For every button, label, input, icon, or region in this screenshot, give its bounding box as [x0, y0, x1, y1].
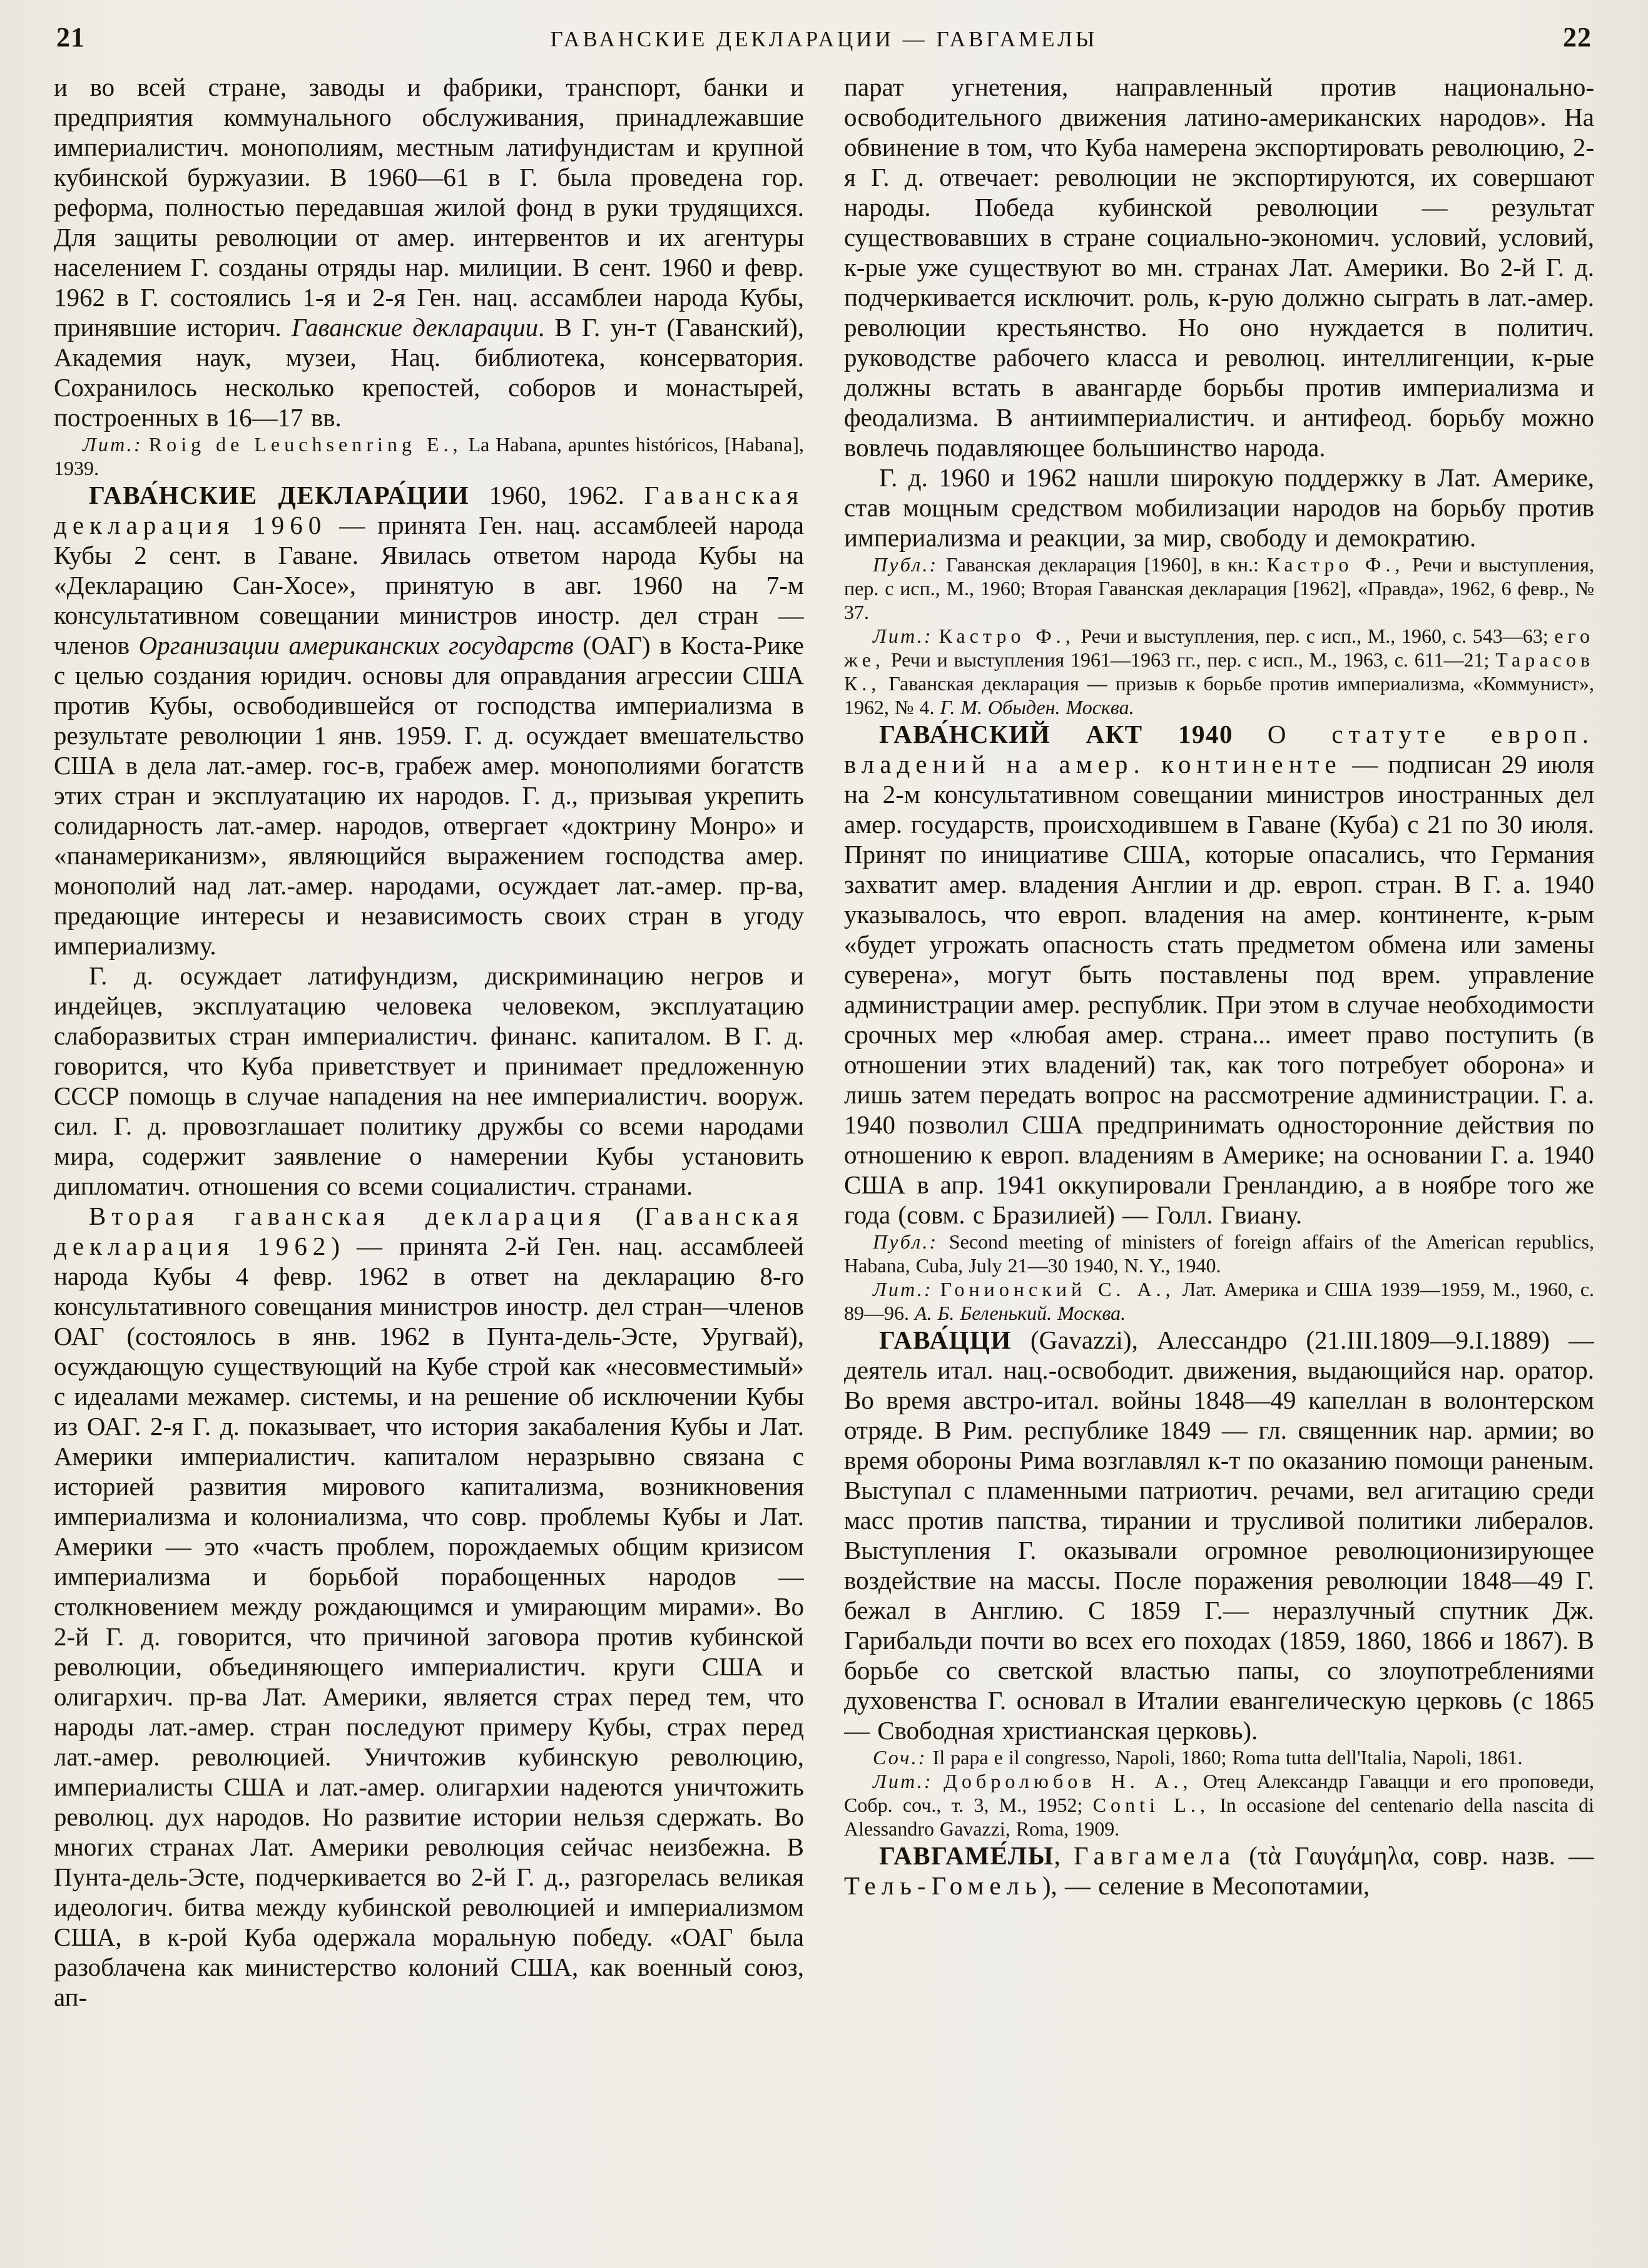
- text-segment: (: [606, 1202, 644, 1230]
- text-segment: и во всей стране, заводы и фабрики, транспорт, банки и предприятия коммунального обслуживания, принадлежавшие империалистич. монополиям, местным латифундистам и крупной кубинской буржуазии. В 1960—61 в Г. была проведена гор. реформа, полностью передавшая жилой фонд в руки трудящихся. Для защиты революции от амер. интервентов и их агентуры населением Г. созданы отряды нар. милиции. В сент. 1960 и февр. 1962 в Г. состоялись 1-я и 2-я Ген. нац. ассамблеи народа Кубы, принявшие историч.: [54, 73, 804, 342]
- paragraph: [54, 72, 804, 432]
- paragraph: [844, 1277, 1594, 1325]
- column-right: [844, 72, 1594, 2219]
- paragraph: [844, 553, 1594, 624]
- text-segment: Гаванские декларации: [291, 313, 539, 342]
- text-segment: его же,: [844, 625, 1594, 671]
- text-segment: Лит.:: [83, 433, 143, 456]
- text-segment: ) — принята 2-й Ген. нац. ассамблеей народа Кубы 4 февр. 1962 в ответ на декларацию 8-го консультативного совещания министров иностр. дел стран—членов ОАГ (состоялось в янв. 1962 в Пунта-дель-Эсте, Уругвай), осуждающую существующий на Кубе строй как «несовместимый» с идеалами межамер. системы, и на решение об исключении Кубы из ОАГ. 2-я Г. д. показывает, что история закабаления Кубы и Лат. Америки империалистич. капиталом неразрывно связана с историей развития мирового капитализма, возникновения империализма и колониализма, что совр. проблемы Кубы и Лат. Америки — это «часть проблем, порождаемых общим кризисом империализма и борьбой порабощенных народов — столкновением между рождающимся и умирающим мирами». Во 2-й Г. д. говорится, что причиной заговора против кубинской революции, объединяющего империалистич. круги США и олигархич. пр-ва Лат. Америки, является страх перед тем, что народы лат.-амер. стран последуют примеру Кубы, страх перед лат.-амер. революцией. Уничтожив кубинскую революцию, империалисты США и лат.-амер. олигархии надеются уничтожить революц. дух народов. Но развитие истории нельзя сдержать. Во многих странах Лат. Америки революция сейчас неизбежна. В Пунта-дель-Эсте, подчеркивается во 2-й Г. д., разгорелась великая идеологич. битва между кубинской революцией и империализмом США, в к-рой Куба одержала моральную победу. «ОАГ была разоблачена как министерство колоний США, как военный союз, ап-: [54, 1232, 804, 2011]
- text-segment: 1960, 1962.: [469, 481, 644, 509]
- text-segment: Добролюбов Н. А.,: [944, 1770, 1193, 1792]
- text-segment: Лит.:: [873, 1770, 933, 1792]
- text-segment: Лит.:: [873, 1278, 933, 1300]
- text-segment: (ОАГ) в Коста-Рике с целью создания юридич. основы для оправдания агрессии США против Кубы, освободившейся от господства империализма в результате революции 1 янв. 1959. Г. д. осуждает вмешательство США в дела лат.-амер. гос-в, грабеж амер. монополиями богатств этих стран и эксплуатацию их народов. Г. д., призывая укрепить солидарность лат.-амер. народов, отвергает «доктрину Монро» и «панамериканизм», являющийся выражением господства амер. монополий над лат.-амер. народами, осуждает лат.-амер. пр-ва, предающие интересы и независимость своих стран в угоду империализму.: [54, 631, 804, 960]
- paragraph: [844, 1230, 1594, 1277]
- text-segment: Тель-Гомель: [844, 1871, 1042, 1900]
- text-segment: ГАВГАМЕ́ЛЫ: [879, 1841, 1054, 1870]
- column-left: [54, 72, 804, 2219]
- text-segment: [1233, 720, 1268, 748]
- paragraph: [54, 1201, 804, 2012]
- text-segment: ГАВА́НСКИЙ АКТ 1940: [879, 720, 1234, 748]
- text-segment: Кастро Ф.,: [938, 625, 1075, 647]
- text-segment: Отец Александр Гавацци и его проповеди, Собр. соч., т. 3, М., 1952;: [844, 1770, 1594, 1816]
- text-segment: парат угнетения, направленный против национально-освободительного движения латино-американских народов». На обвинение в том, что Куба намерена экспортировать революцию, 2-я Г. д. отвечает: революции не экспортируются, их совершают народы. Победа кубинской революции — результат существовавших в стране социально-экономич. условий, условий, к-рые уже существуют во мн. странах Лат. Америки. Во 2-й Г. д. подчеркивается исключит. роль, к-рую должно сыграть в лат.-амер. революции крестьянство. Но оно нуждается в политич. руководстве рабочего класса и революц. интеллигенции, к-рые должны встать в авангарде борьбы против империализма и феодализма. В антиимпериалистич. и антифеод. борьбу можно вовлечь подавляющее большинство народа.: [844, 73, 1594, 462]
- text-segment: [143, 433, 149, 456]
- text-segment: Гаванская декларация [1960], в кн.:: [938, 553, 1267, 576]
- text-segment: Речи и выступления, пер. с исп., М., 1960; Вторая Гаванская декларация [1962], «Правда», 1962, 6 февр., № 37.: [844, 553, 1594, 623]
- text-segment: Публ.:: [873, 1230, 938, 1253]
- text-segment: Вторая гаванская декларация: [89, 1202, 607, 1230]
- text-segment: [933, 1770, 944, 1792]
- paragraph: [844, 1769, 1594, 1841]
- text-segment: Лит.:: [873, 625, 933, 647]
- text-segment: Roig de Leuchsenring E.,: [148, 433, 462, 456]
- text-segment: Гавгамела: [1073, 1841, 1236, 1870]
- page-number-right: 22: [1563, 22, 1592, 53]
- text-segment: Речи и выступления, пер. с исп., М., 1960, с. 543—63;: [1074, 625, 1555, 647]
- text-columns: [54, 72, 1594, 2219]
- page-header: [56, 21, 1592, 53]
- text-segment: [933, 1278, 940, 1300]
- text-segment: ,: [1054, 1841, 1074, 1870]
- text-segment: Гаванская декларация 1960: [54, 481, 804, 539]
- running-title: ГАВАНСКИЕ ДЕКЛАРАЦИИ — ГАВГАМЕЛЫ: [550, 27, 1098, 51]
- text-segment: La Habana, apuntes históricos, [Habana], 1939.: [54, 433, 804, 479]
- paragraph: [844, 1745, 1594, 1769]
- text-segment: Гаванская декларация 1962: [54, 1202, 804, 1260]
- text-segment: (τὰ Γαυγάμηλα, совр. назв. —: [1236, 1841, 1594, 1870]
- text-segment: Соч.:: [873, 1746, 927, 1769]
- text-segment: Речи и выступления 1961—1963 гг., пер. с исп., М., 1963, с. 611—21;: [885, 648, 1496, 671]
- paragraph: [844, 462, 1594, 553]
- paragraph: [54, 480, 804, 961]
- text-segment: . В Г. ун-т (Гаванский), Академия наук, музеи, Нац. библиотека, консерватория. Сохранилось несколько крепостей, соборов и монастырей, построенных в 16—17 вв.: [54, 313, 804, 432]
- text-segment: Conti L.,: [1092, 1794, 1209, 1816]
- text-segment: — принята Ген. нац. ассамблеей народа Кубы 2 сент. в Гаване. Явилась ответом народа Кубы на «Декларацию Сан-Хосе», принятую в авг. 1960 на 7-м консультативном совещании министров иностр. дел стран — членов: [54, 511, 804, 660]
- text-segment: (Gavazzi), Алессандро (21.III.1809—9.I.1889) — деятель итал. нац.-освободит. движения, выдающийся нар. оратор. Во время австро-итал. войны 1848—49 капеллан в волонтерском отряде. В Рим. республике 1849 — гл. священник нар. армии; во время обороны Рима возглавлял к-т по оказанию помощи раненым. Выступал с пламенными патриотич. речами, вел агитацию среди масс против папства, тирании и трусливой политики либералов. Выступления Г. оказывали огромное революционизирующее воздействие на массы. После поражения революции 1848—49 Г. бежал в Англию. С 1859 Г.— неразлучный спутник Дж. Гарибальди почти во всех его походах (1859, 1860, 1866 и 1867). В борьбе со светской властью папы, со злоупотреблениями духовенства Г. основал в Италии евангелическую церковь (с 1865 — Свободная христианская церковь).: [844, 1326, 1594, 1745]
- paragraph: [844, 624, 1594, 719]
- text-segment: [933, 625, 939, 647]
- paragraph: [54, 432, 804, 480]
- text-segment: Гаванская декларация — призыв к борьбе против империализма, «Коммунист», 1962, № 4.: [844, 672, 1594, 718]
- paragraph: [54, 961, 804, 1201]
- paragraph: [844, 719, 1594, 1230]
- text-segment: Лат. Америка и США 1939—1959, М., 1960, с. 89—96.: [844, 1278, 1594, 1324]
- text-segment: Тарасов К.,: [844, 648, 1594, 695]
- text-segment: Организации американских государств: [138, 631, 574, 660]
- text-segment: — подписан 29 июля на 2-м консультативном совещании министров иностранных дел амер. государств, происходившем в Гаване (Куба) с 21 по 30 июля. Принят по инициативе США, которые опасались, что Германия захватит амер. владения Англии и др. европ. стран. В Г. а. 1940 указывалось, что европ. владения на амер. континенте, к-рым «будет угрожать опасность стать предметом обмена или замены суверена», могут быть поставлены под врем. управление администрации амер. республик. При этом в случае необходимости срочных мер «любая амер. страна... имеет право поступить (в отношении этих владений) так, как того потребует оборона» и лишь затем передать вопрос на рассмотрение администрации. Г. а. 1940 позволил США предпринимать односторонние действия по отношению к европ. владениям в Америке; на основании Г. а. 1940 США в апр. 1941 оккупировали Гренландию, а в ноябре того же года (совм. с Бразилией) — Голл. Гвиану.: [844, 750, 1594, 1229]
- text-segment: Публ.:: [873, 553, 938, 576]
- text-segment: Il papa e il congresso, Napoli, 1860; Roma tutta dell'Italia, Napoli, 1861.: [927, 1746, 1523, 1769]
- text-segment: ), — селение в Месопотамии,: [1042, 1871, 1370, 1900]
- text-segment: In occasione del centenario della nascita di Alessandro Gavazzi, Roma, 1909.: [844, 1794, 1594, 1840]
- text-segment: Second meeting of ministers of foreign affairs of the American republics, Habana, Cuba, July 21—30 1940, N. Y., 1940.: [844, 1230, 1594, 1277]
- text-segment: Г. д. осуждает латифундизм, дискриминацию негров и индейцев, эксплуатацию человека человеком, эксплуатацию слаборазвитых стран империалистич. финанс. капиталом. В Г. д. говорится, что Куба приветствует и принимает предложенную СССР помощь в случае нападения на нее империалистич. вооруж. сил. Г. д. провозглашает политику дружбы со всеми народами мира, содержит заявление о намерении Кубы установить дипломатич. отношения со всеми социалистич. странами.: [54, 961, 804, 1200]
- text-segment: Кастро Ф.,: [1266, 553, 1405, 576]
- paragraph: [844, 1841, 1594, 1901]
- text-segment: ГАВА́НСКИЕ ДЕКЛАРА́ЦИИ: [89, 481, 470, 509]
- paragraph: [844, 72, 1594, 462]
- text-segment: ГАВА́ЦЦИ: [879, 1326, 1012, 1354]
- text-segment: Г. д. 1960 и 1962 нашли широкую поддержку в Лат. Америке, став мощным средством мобилизации народов на борьбу против империализма и реакции, за мир, свободу и демократию.: [844, 463, 1594, 552]
- text-segment: Г. М. Обыден. Москва.: [940, 696, 1134, 718]
- text-segment: О статуте европ. владений на амер. континенте: [844, 720, 1594, 779]
- text-segment: А. Б. Беленький. Москва.: [915, 1302, 1126, 1324]
- text-segment: Гонионский С. А.,: [940, 1278, 1175, 1300]
- paragraph: [844, 1325, 1594, 1745]
- page-number-left: 21: [56, 22, 85, 53]
